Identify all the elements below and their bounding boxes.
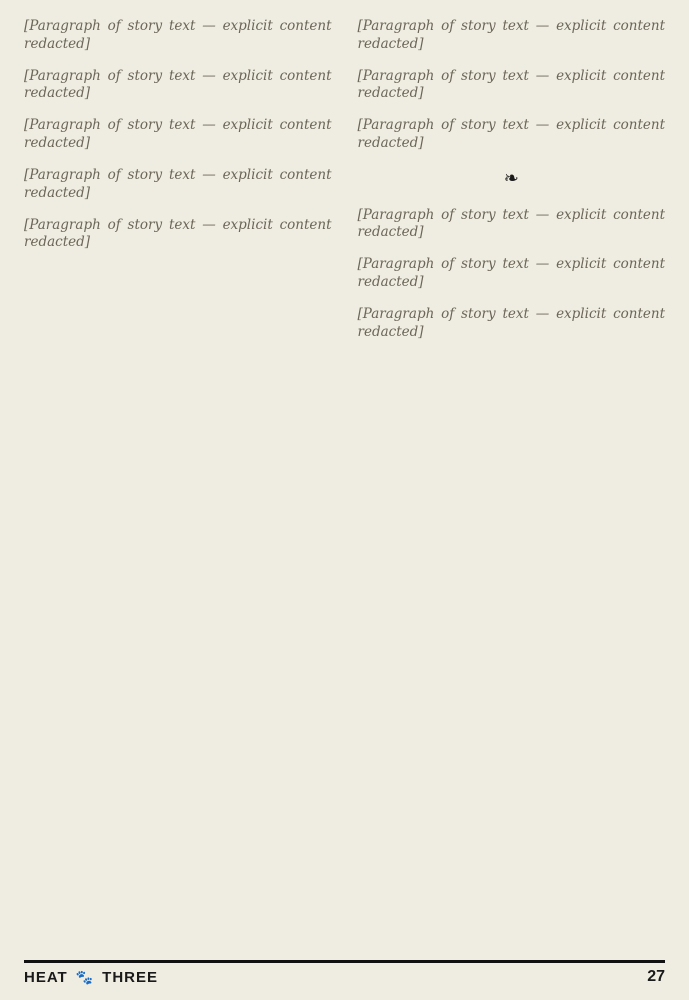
paragraph: [Paragraph of story text — explicit content redacted] (24, 67, 332, 102)
issue-label: THREE (102, 968, 159, 986)
paragraph: [Paragraph of story text — explicit content redacted] (357, 67, 665, 102)
text-columns (24, 18, 665, 960)
paragraph: [Paragraph of story text — explicit content redacted] (357, 305, 665, 340)
paw-print-icon: 🐾 (75, 969, 95, 985)
left-column (24, 18, 332, 960)
paragraph: [Paragraph of story text — explicit content redacted] (357, 18, 665, 52)
paragraph: [Paragraph of story text — explicit content redacted] (357, 206, 665, 241)
paragraph: [Paragraph of story text — explicit content redacted] (357, 117, 665, 152)
section-break-leaf-icon: ❧ (503, 167, 519, 189)
paragraph: [Paragraph of story text — explicit content redacted] (24, 18, 332, 52)
page-footer (24, 960, 665, 986)
paragraph: [Paragraph of story text — explicit content redacted] (24, 166, 332, 201)
paragraph: [Paragraph of story text — explicit content redacted] (357, 256, 665, 291)
paragraph: [Paragraph of story text — explicit content redacted] (24, 117, 332, 152)
magazine-title: HEAT (24, 968, 68, 986)
footer-title (24, 969, 158, 986)
page-number: 27 (647, 968, 665, 985)
paragraph: [Paragraph of story text — explicit content redacted] (24, 216, 332, 251)
right-column (358, 18, 666, 960)
